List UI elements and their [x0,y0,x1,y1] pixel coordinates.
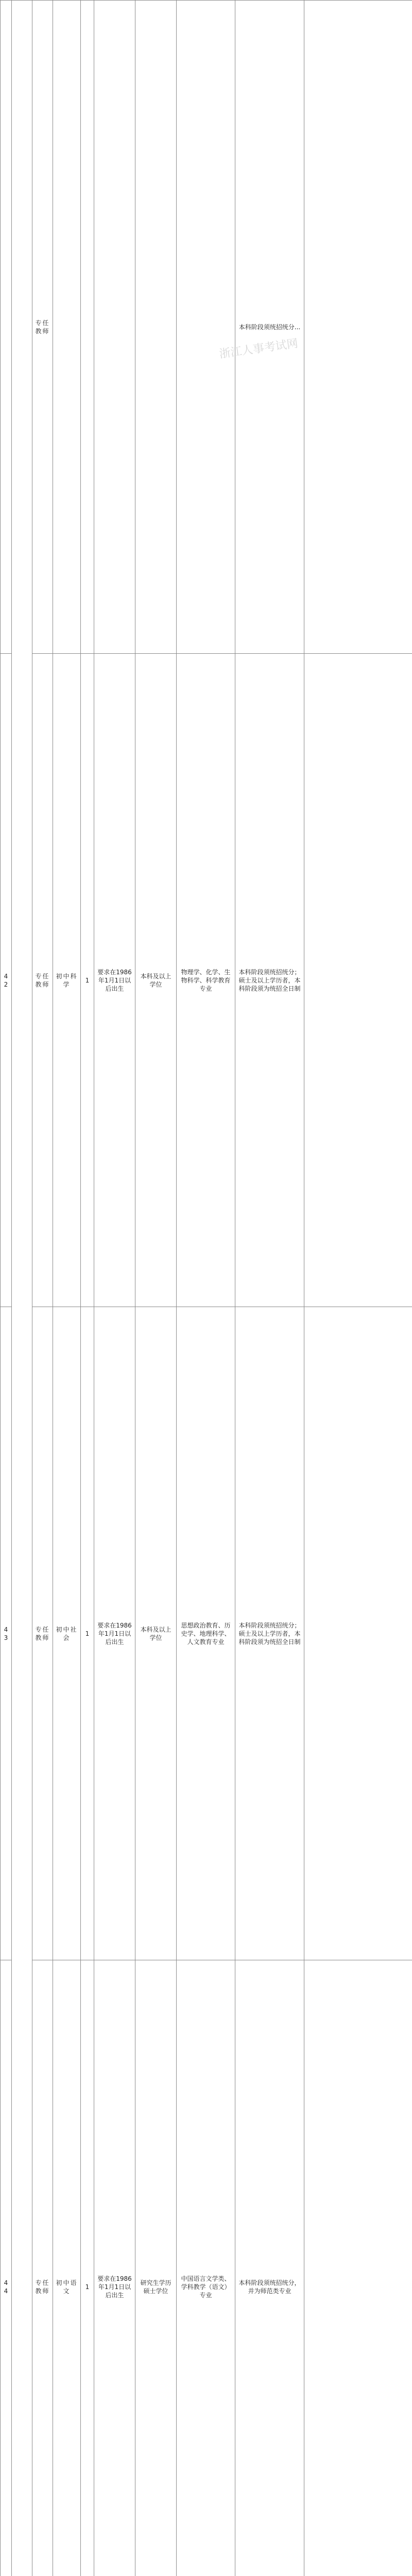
table-row [1,654,412,1307]
other-requirement: 本科阶段须统招统分... [235,1,304,654]
age-requirement: 要求在1986年1月1日以后出生 [94,1960,135,2576]
note-contact [304,654,412,1307]
post-name: 初中语文 [53,1960,81,2576]
row-number [1,1,12,654]
row-number: 43 [1,1307,12,1960]
major-requirement [177,1,235,654]
age-requirement: 要求在1986年1月1日以后出生 [94,654,135,1307]
post-category: 专任教师 [32,1,53,654]
major-requirement: 中国语言文学类、学科教学（语文）专业 [177,1960,235,2576]
recruit-count: 1 [81,1960,94,2576]
note-contact [304,1307,412,1960]
post-category: 专任教师 [32,654,53,1307]
recruit-count: 1 [81,1307,94,1960]
post-name: 初中社会 [53,1307,81,1960]
education-requirement [135,1,177,654]
age-requirement [94,1,135,654]
post-category: 专任教师 [32,1960,53,2576]
table-row [1,1960,412,2576]
major-requirement: 物理学、化学、生物科学、科学教育专业 [177,654,235,1307]
watermark-text: 浙江人事考试网 [218,337,299,361]
other-requirement: 本科阶段须统招统分；硕士及以上学历者，本科阶段须为统招全日制 [235,1307,304,1960]
education-requirement: 研究生学历硕士学位 [135,1960,177,2576]
education-requirement: 本科及以上学位 [135,654,177,1307]
post-name [53,1,81,654]
other-requirement: 本科阶段须统招统分；硕士及以上学历者，本科阶段须为统招全日制 [235,654,304,1307]
post-category: 专任教师 [32,1307,53,1960]
row-number: 42 [1,654,12,1307]
other-requirement: 本科阶段须统招统分，并为师范类专业 [235,1960,304,2576]
recruit-count [81,1,94,654]
table-row [1,1,412,654]
note-contact [304,1,412,654]
age-requirement: 要求在1986年1月1日以后出生 [94,1307,135,1960]
recruiting-unit [12,1,32,2576]
note-contact [304,1960,412,2576]
post-name: 初中科学 [53,654,81,1307]
education-requirement: 本科及以上学位 [135,1307,177,1960]
recruit-count: 1 [81,654,94,1307]
table-row [1,1307,412,1960]
major-requirement: 思想政治教育、历史学、地理科学、人文教育专业 [177,1307,235,1960]
row-number: 44 [1,1960,12,2576]
